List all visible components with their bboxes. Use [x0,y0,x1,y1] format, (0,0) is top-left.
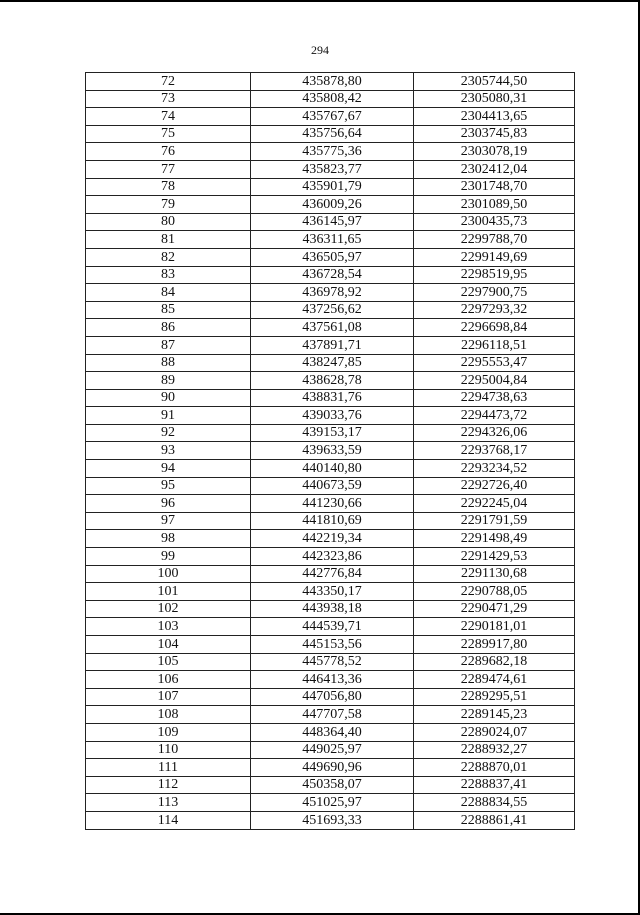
x-coordinate-cell: 442219,34 [251,530,414,548]
table-row [86,794,575,812]
table-row [86,706,575,724]
y-coordinate-cell: 2289295,51 [414,688,575,706]
point-number-cell: 87 [86,336,251,354]
table-row [86,600,575,618]
coordinates-table [85,72,575,830]
x-coordinate-cell: 443938,18 [251,600,414,618]
table-row [86,688,575,706]
x-coordinate-cell: 436728,54 [251,266,414,284]
point-number-cell: 89 [86,372,251,390]
coordinates-table-body [86,73,575,830]
x-coordinate-cell: 450358,07 [251,776,414,794]
y-coordinate-cell: 2305744,50 [414,73,575,91]
y-coordinate-cell: 2296118,51 [414,336,575,354]
x-coordinate-cell: 444539,71 [251,618,414,636]
point-number-cell: 84 [86,284,251,302]
x-coordinate-cell: 440140,80 [251,460,414,478]
point-number-cell: 94 [86,460,251,478]
y-coordinate-cell: 2288870,01 [414,759,575,777]
y-coordinate-cell: 2294326,06 [414,424,575,442]
x-coordinate-cell: 441230,66 [251,495,414,513]
point-number-cell: 112 [86,776,251,794]
y-coordinate-cell: 2301748,70 [414,178,575,196]
y-coordinate-cell: 2303745,83 [414,125,575,143]
point-number-cell: 103 [86,618,251,636]
x-coordinate-cell: 447056,80 [251,688,414,706]
x-coordinate-cell: 445778,52 [251,653,414,671]
y-coordinate-cell: 2288932,27 [414,741,575,759]
y-coordinate-cell: 2293768,17 [414,442,575,460]
point-number-cell: 90 [86,389,251,407]
table-row [86,741,575,759]
point-number-cell: 113 [86,794,251,812]
scan-edge-top [0,0,640,2]
point-number-cell: 75 [86,125,251,143]
table-row [86,196,575,214]
point-number-cell: 86 [86,319,251,337]
point-number-cell: 77 [86,160,251,178]
point-number-cell: 73 [86,90,251,108]
point-number-cell: 114 [86,811,251,829]
x-coordinate-cell: 435808,42 [251,90,414,108]
y-coordinate-cell: 2289474,61 [414,671,575,689]
y-coordinate-cell: 2301089,50 [414,196,575,214]
table-row [86,90,575,108]
point-number-cell: 92 [86,424,251,442]
point-number-cell: 74 [86,108,251,126]
x-coordinate-cell: 441810,69 [251,512,414,530]
table-row [86,477,575,495]
y-coordinate-cell: 2288834,55 [414,794,575,812]
x-coordinate-cell: 435775,36 [251,143,414,161]
point-number-cell: 95 [86,477,251,495]
table-row [86,301,575,319]
y-coordinate-cell: 2291791,59 [414,512,575,530]
table-row [86,636,575,654]
y-coordinate-cell: 2300435,73 [414,213,575,231]
point-number-cell: 97 [86,512,251,530]
y-coordinate-cell: 2289917,80 [414,636,575,654]
table-row [86,583,575,601]
table-row [86,723,575,741]
point-number-cell: 91 [86,407,251,425]
x-coordinate-cell: 436505,97 [251,248,414,266]
table-row [86,671,575,689]
x-coordinate-cell: 439153,17 [251,424,414,442]
table-row [86,548,575,566]
point-number-cell: 101 [86,583,251,601]
x-coordinate-cell: 435901,79 [251,178,414,196]
y-coordinate-cell: 2303078,19 [414,143,575,161]
x-coordinate-cell: 451693,33 [251,811,414,829]
table-row [86,125,575,143]
y-coordinate-cell: 2298519,95 [414,266,575,284]
y-coordinate-cell: 2289682,18 [414,653,575,671]
x-coordinate-cell: 437891,71 [251,336,414,354]
point-number-cell: 88 [86,354,251,372]
point-number-cell: 96 [86,495,251,513]
x-coordinate-cell: 447707,58 [251,706,414,724]
table-row [86,372,575,390]
table-row [86,160,575,178]
table-row [86,618,575,636]
x-coordinate-cell: 436978,92 [251,284,414,302]
x-coordinate-cell: 438831,76 [251,389,414,407]
y-coordinate-cell: 2290181,01 [414,618,575,636]
point-number-cell: 99 [86,548,251,566]
point-number-cell: 93 [86,442,251,460]
x-coordinate-cell: 436311,65 [251,231,414,249]
table-row [86,319,575,337]
table-row [86,389,575,407]
y-coordinate-cell: 2293234,52 [414,460,575,478]
x-coordinate-cell: 440673,59 [251,477,414,495]
y-coordinate-cell: 2294738,63 [414,389,575,407]
x-coordinate-cell: 435823,77 [251,160,414,178]
y-coordinate-cell: 2291429,53 [414,548,575,566]
table-row [86,460,575,478]
table-row [86,248,575,266]
point-number-cell: 106 [86,671,251,689]
x-coordinate-cell: 435767,67 [251,108,414,126]
x-coordinate-cell: 436145,97 [251,213,414,231]
y-coordinate-cell: 2299788,70 [414,231,575,249]
y-coordinate-cell: 2302412,04 [414,160,575,178]
x-coordinate-cell: 442776,84 [251,565,414,583]
point-number-cell: 111 [86,759,251,777]
point-number-cell: 98 [86,530,251,548]
table-row [86,213,575,231]
table-row [86,178,575,196]
table-row [86,424,575,442]
table-row [86,776,575,794]
y-coordinate-cell: 2290471,29 [414,600,575,618]
point-number-cell: 107 [86,688,251,706]
x-coordinate-cell: 435878,80 [251,73,414,91]
point-number-cell: 83 [86,266,251,284]
x-coordinate-cell: 449025,97 [251,741,414,759]
point-number-cell: 82 [86,248,251,266]
y-coordinate-cell: 2294473,72 [414,407,575,425]
y-coordinate-cell: 2292726,40 [414,477,575,495]
point-number-cell: 108 [86,706,251,724]
table-row [86,442,575,460]
y-coordinate-cell: 2288837,41 [414,776,575,794]
x-coordinate-cell: 438247,85 [251,354,414,372]
table-row [86,336,575,354]
point-number-cell: 105 [86,653,251,671]
table-row [86,530,575,548]
y-coordinate-cell: 2299149,69 [414,248,575,266]
table-row [86,266,575,284]
x-coordinate-cell: 449690,96 [251,759,414,777]
point-number-cell: 109 [86,723,251,741]
x-coordinate-cell: 451025,97 [251,794,414,812]
x-coordinate-cell: 437256,62 [251,301,414,319]
table-row [86,811,575,829]
point-number-cell: 100 [86,565,251,583]
table-row [86,495,575,513]
point-number-cell: 102 [86,600,251,618]
table-row [86,565,575,583]
table-row [86,108,575,126]
y-coordinate-cell: 2290788,05 [414,583,575,601]
table-row [86,284,575,302]
y-coordinate-cell: 2291498,49 [414,530,575,548]
x-coordinate-cell: 439633,59 [251,442,414,460]
point-number-cell: 110 [86,741,251,759]
y-coordinate-cell: 2295553,47 [414,354,575,372]
table-row [86,354,575,372]
table-row [86,143,575,161]
table-row [86,73,575,91]
y-coordinate-cell: 2291130,68 [414,565,575,583]
x-coordinate-cell: 443350,17 [251,583,414,601]
x-coordinate-cell: 439033,76 [251,407,414,425]
y-coordinate-cell: 2304413,65 [414,108,575,126]
x-coordinate-cell: 435756,64 [251,125,414,143]
x-coordinate-cell: 446413,36 [251,671,414,689]
x-coordinate-cell: 448364,40 [251,723,414,741]
y-coordinate-cell: 2296698,84 [414,319,575,337]
y-coordinate-cell: 2292245,04 [414,495,575,513]
x-coordinate-cell: 436009,26 [251,196,414,214]
point-number-cell: 80 [86,213,251,231]
y-coordinate-cell: 2295004,84 [414,372,575,390]
table-row [86,407,575,425]
table-row [86,653,575,671]
y-coordinate-cell: 2297293,32 [414,301,575,319]
point-number-cell: 79 [86,196,251,214]
table-row [86,512,575,530]
table-row [86,231,575,249]
point-number-cell: 85 [86,301,251,319]
page-number: 294 [311,43,329,57]
y-coordinate-cell: 2289024,07 [414,723,575,741]
point-number-cell: 78 [86,178,251,196]
y-coordinate-cell: 2305080,31 [414,90,575,108]
point-number-cell: 104 [86,636,251,654]
x-coordinate-cell: 445153,56 [251,636,414,654]
x-coordinate-cell: 442323,86 [251,548,414,566]
point-number-cell: 81 [86,231,251,249]
x-coordinate-cell: 438628,78 [251,372,414,390]
y-coordinate-cell: 2297900,75 [414,284,575,302]
y-coordinate-cell: 2289145,23 [414,706,575,724]
x-coordinate-cell: 437561,08 [251,319,414,337]
table-row [86,759,575,777]
point-number-cell: 76 [86,143,251,161]
point-number-cell: 72 [86,73,251,91]
y-coordinate-cell: 2288861,41 [414,811,575,829]
